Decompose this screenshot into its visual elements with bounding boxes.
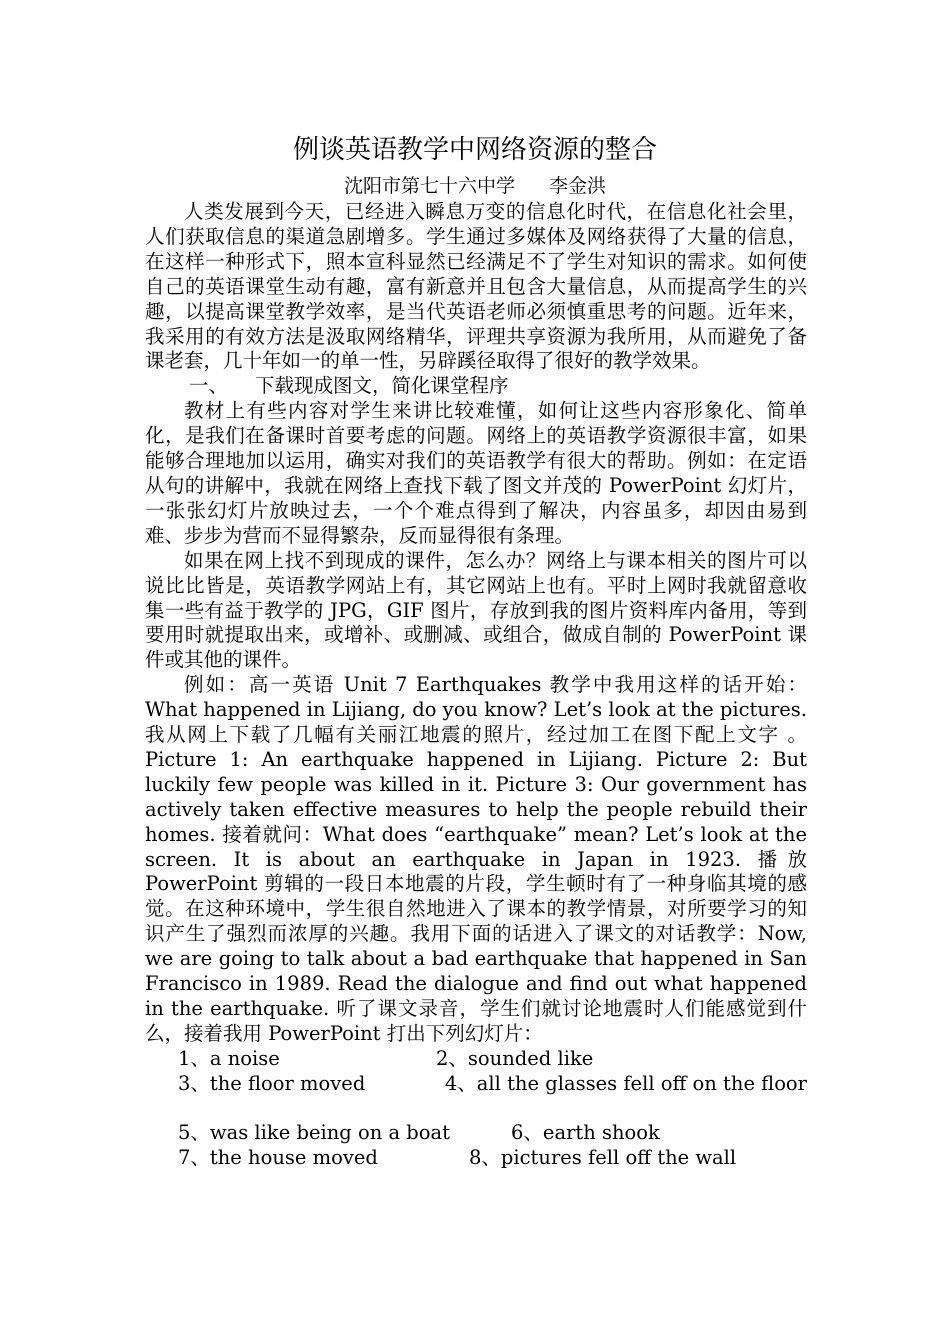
author-school: 沈阳市第七十六中学: [343, 175, 515, 197]
list-item: 1、a noise: [178, 1046, 280, 1070]
list-item: 5、was like being on a boat: [178, 1121, 450, 1145]
author-line: [0, 174, 950, 198]
list-item: 8、pictures fell off the wall: [469, 1146, 737, 1170]
list-item: 3、the floor moved: [178, 1071, 366, 1095]
list-spacer: [145, 1097, 807, 1122]
document-title: 例谈英语教学中网络资源的整合: [292, 135, 657, 165]
paragraph-intro: 人类发展到今天，已经进入瞬息万变的信息化时代，在信息化社会里，人们获取信息的渠道急剧增多。学生通过多媒体及网络获得了大量的信息，在这样一种形式下，照本宣科显然已经满足不了学生对知识的需求。如何使自己的英语课堂生动有趣，富有新意并且包含大量信息，从而提高学生的兴趣，以提高课堂教学效率，是当代英语老师必须慎重思考的问题。近年来，我采用的有效方法是汲取网络精华，评理共享资源为我所用，从而避免了备课老套，几十年如一的单一性，另辟蹊径取得了很好的教学效果。: [145, 200, 807, 373]
list-row: [145, 1121, 807, 1146]
list-row: [145, 1047, 807, 1072]
document-body: [145, 200, 807, 1171]
paragraph-3: 如果在网上找不到现成的课件，怎么办？网络上与课本相关的图片可以说比比皆是，英语教学网站上有，其它网站上也有。平时上网时我就留意收集一些有益于教学的 JPG，GIF 图片，存放到我的图片资料库内备用，等到要用时就提取出来，或增补、或删减、或组合，做成自制的 PowerPoint 课件或其他的课件。: [145, 548, 807, 672]
author-name: 李金洪: [549, 175, 607, 197]
list-item: 4、all the glasses fell off on the floor: [444, 1071, 807, 1095]
section-title: 下载现成图文，简化课堂程序: [255, 374, 509, 398]
list-row: [145, 1072, 807, 1097]
section-heading: [145, 374, 807, 399]
list-item: 2、sounded like: [436, 1046, 594, 1070]
slide-list: [145, 1047, 807, 1171]
list-item: 6、earth shook: [511, 1121, 660, 1145]
list-item: 7、the house moved: [178, 1146, 378, 1170]
section-number: 一、: [189, 374, 229, 398]
paragraph-4: 例如：高一英语 Unit 7 Earthquakes 教学中我用这样的话开始：What happened in Lijiang, do you know? Let’s look at the pictures. 我从网上下载了几幅有关丽江地震的照片，经过加工在图下配上文字 。Picture 1: An earthquake happened in Lijiang. Picture 2: But luckily few people was killed in it. Picture 3: Our government has actively taken effective measures to help the people rebuild their homes. 接着就问：What does “earthquake” mean? Let’s look at the screen. It is about an earthquake in Japan in 1923. 播放 PowerPoint 剪辑的一段日本地震的片段，学生顿时有了一种身临其境的感觉。在这种环境中，学生很自然地进入了课本的教学情景，对所要学习的知识产生了强烈而浓厚的兴趣。我用下面的话进入了课文的对话教学：Now, we are going to talk about a bad earthquake that happened in San Francisco in 1989. Read the dialogue and find out what happened in the earthquake. 听了课文录音，学生们就讨论地震时人们能感觉到什么，接着我用 PowerPoint 打出下列幻灯片：: [145, 673, 808, 1045]
list-row: [145, 1146, 807, 1171]
paragraph-2: 教材上有些内容对学生来讲比较难懂，如何让这些内容形象化、简单化，是我们在备课时首要考虑的问题。网络上的英语教学资源很丰富，如果能够合理地加以运用，确实对我们的英语教学有很大的帮助。例如：在定语从句的讲解中，我就在网络上查找下载了图文并茂的 PowerPoint 幻灯片，一张张幻灯片放映过去，一个个难点得到了解决，内容虽多，却因由易到难、步步为营而不显得繁杂，反而显得很有条理。: [145, 399, 807, 547]
